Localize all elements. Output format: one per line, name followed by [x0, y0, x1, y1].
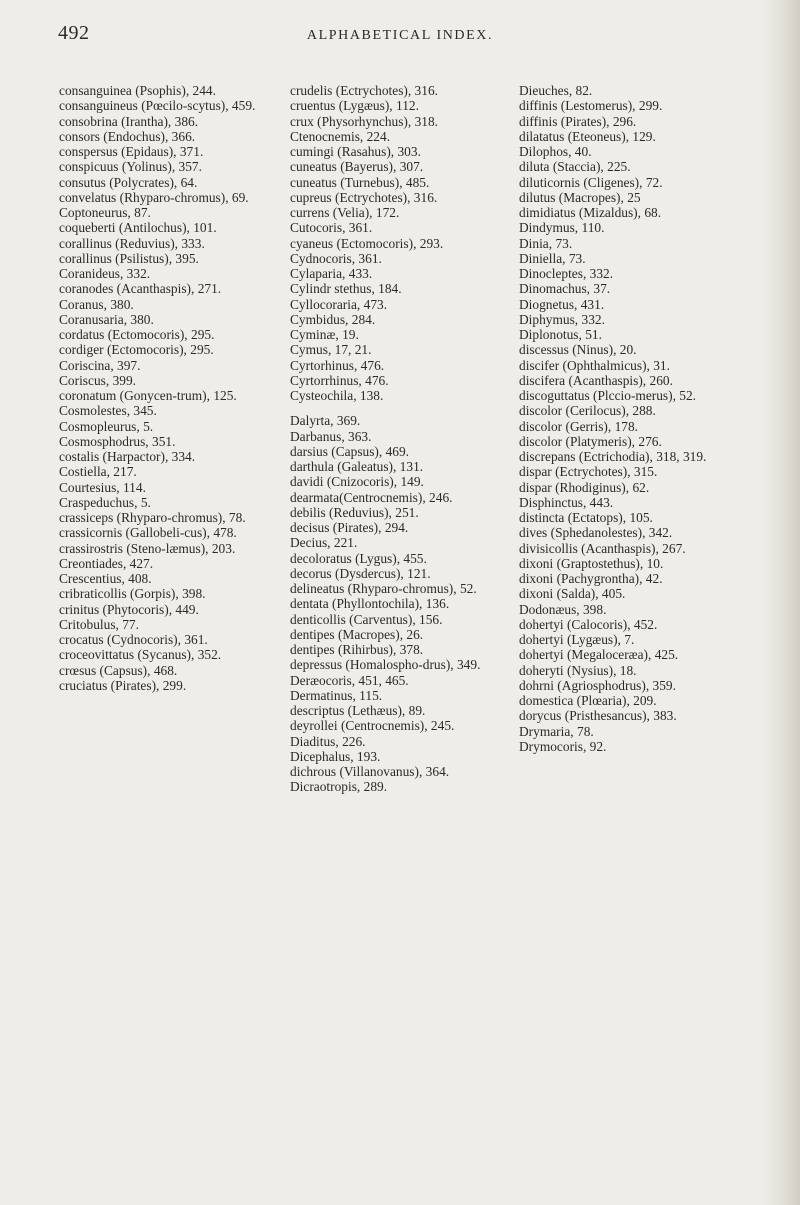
- index-entry: Coriscus, 399.: [59, 372, 136, 388]
- index-entry: Crescentius, 408.: [59, 571, 152, 586]
- index-entry: Drymaria, 78.: [519, 723, 594, 739]
- index-entry: coranodes (Acanthaspis), 271.: [59, 281, 222, 297]
- index-entry: dearmata(Centrocnemis), 246.: [290, 489, 453, 505]
- index-entry: cyaneus (Ectomocoris), 293.: [290, 235, 444, 251]
- index-entry: crassirostris (Steno-læmus), 203.: [59, 540, 236, 556]
- index-entry: discessus (Ninus), 20.: [519, 342, 637, 358]
- index-entry: Deræocoris, 451, 465.: [290, 672, 409, 688]
- page-header: [40, 22, 760, 52]
- index-entry: Dinocleptes, 332.: [519, 266, 614, 281]
- running-title: ALPHABETICAL INDEX.: [306, 28, 494, 43]
- index-entry: Courtesius, 114.: [59, 479, 146, 495]
- index-entry: Coriscina, 397.: [59, 357, 141, 373]
- index-column-1: [59, 83, 279, 693]
- index-entry: convelatus (Rhyparo-chromus), 69.: [59, 189, 249, 205]
- index-entry: corallinus (Psilistus), 395.: [59, 250, 199, 266]
- index-entry: discifer (Ophthalmicus), 31.: [519, 357, 670, 373]
- index-entry: crassicornis (Gallobeli-cus), 478.: [59, 525, 237, 541]
- letter-section-gap: [290, 403, 510, 413]
- index-entry: Coranus, 380.: [59, 296, 134, 312]
- index-entry: crudelis (Ectrychotes), 316.: [290, 83, 438, 98]
- index-entry: conspicuus (Yolinus), 357.: [59, 159, 202, 175]
- index-entry: dixoni (Graptostethus), 10.: [519, 555, 664, 571]
- index-entry: costalis (Harpactor), 334.: [59, 449, 196, 464]
- index-entry: dohertyi (Megaloceræa), 425.: [519, 647, 679, 663]
- index-entry: Coptoneurus, 87.: [59, 205, 151, 220]
- index-entry: Cydnocoris, 361.: [290, 250, 382, 266]
- index-entry: consutus (Polycrates), 64.: [59, 174, 198, 190]
- index-entry: Cosmolestes, 345.: [59, 403, 157, 419]
- index-entry: distincta (Ectatops), 105.: [519, 510, 653, 525]
- index-entry: cruciatus (Pirates), 299.: [59, 677, 187, 693]
- index-entry: diluta (Staccia), 225.: [519, 159, 631, 175]
- index-entry: descriptus (Lethæus), 89.: [290, 703, 426, 718]
- index-entry: Cymbidus, 284.: [290, 311, 376, 327]
- index-entry: cordatus (Ectomocoris), 295.: [59, 327, 215, 342]
- index-entry: diffinis (Lestomerus), 299.: [519, 98, 663, 114]
- index-entry: consobrina (Irantha), 386.: [59, 113, 199, 129]
- index-entry: dixoni (Salda), 405.: [519, 586, 626, 602]
- index-entry: darsius (Capsus), 469.: [290, 443, 410, 459]
- index-entry: dentipes (Rihirbus), 378.: [290, 642, 424, 657]
- index-entry: croceovittatus (Sycanus), 352.: [59, 647, 222, 663]
- index-entry: dixoni (Pachygrontha), 42.: [519, 571, 663, 586]
- index-entry: Ctenocnemis, 224.: [290, 128, 391, 144]
- index-entry: Diphymus, 332.: [519, 311, 605, 327]
- index-entry: decisus (Pirates), 294.: [290, 520, 409, 535]
- index-entry: discolor (Cerilocus), 288.: [519, 403, 656, 419]
- index-entry: cordiger (Ectomocoris), 295.: [59, 342, 214, 358]
- index-entry: dispar (Ectrychotes), 315.: [519, 464, 658, 480]
- index-entry: crinitus (Phytocoris), 449.: [59, 601, 199, 617]
- index-entry: Disphinctus, 443.: [519, 494, 614, 510]
- index-entry: cuneatus (Turnebus), 485.: [290, 174, 430, 190]
- index-entry: Darbanus, 363.: [290, 428, 372, 444]
- index-entry: Diplonotus, 51.: [519, 327, 602, 342]
- index-entry: coqueberti (Antilochus), 101.: [59, 220, 217, 236]
- index-entry: dentata (Phyllontochila), 136.: [290, 596, 450, 612]
- index-entry: dilatatus (Eteoneus), 129.: [519, 128, 656, 144]
- index-entry: Decius, 221.: [290, 535, 358, 551]
- index-columns: [59, 83, 749, 1183]
- index-entry: dohertyi (Lygæus), 7.: [519, 632, 635, 647]
- page-number: 492: [58, 22, 90, 44]
- index-entry: cribraticollis (Gorpis), 398.: [59, 586, 206, 602]
- index-entry: Dalyrta, 369.: [290, 413, 361, 429]
- index-entry: Diaditus, 226.: [290, 733, 366, 749]
- index-entry: Dinia, 73.: [519, 235, 573, 251]
- index-entry: dilutus (Macropes), 25: [519, 189, 641, 205]
- index-entry: crœsus (Capsus), 468.: [59, 662, 178, 678]
- index-entry: cuneatus (Bayerus), 307.: [290, 159, 424, 175]
- index-entry: Cyrtorhinus, 476.: [290, 357, 385, 373]
- index-entry: domestica (Plœaria), 209.: [519, 693, 657, 708]
- index-entry: Cyminæ, 19.: [290, 327, 359, 342]
- index-entry: corallinus (Reduvius), 333.: [59, 235, 205, 251]
- index-entry: doheryti (Nysius), 18.: [519, 662, 637, 678]
- index-entry: dichrous (Villanovanus), 364.: [290, 764, 450, 779]
- index-entry: dohertyi (Calocoris), 452.: [519, 616, 658, 632]
- index-entry: diluticornis (Cligenes), 72.: [519, 174, 663, 190]
- index-entry: divisicollis (Acanthaspis), 267.: [519, 540, 686, 556]
- index-entry: Dicephalus, 193.: [290, 748, 381, 764]
- index-entry: Diniella, 73.: [519, 250, 586, 266]
- index-entry: Dindymus, 110.: [519, 220, 605, 236]
- index-entry: deyrollei (Centrocnemis), 245.: [290, 718, 455, 734]
- index-entry: discrepans (Ectrichodia), 318, 319.: [519, 449, 707, 464]
- index-entry: currens (Velia), 172.: [290, 205, 400, 220]
- index-entry: dentipes (Macropes), 26.: [290, 626, 424, 642]
- index-entry: Dodonæus, 398.: [519, 601, 607, 617]
- index-entry: Cyrtorrhinus, 476.: [290, 372, 389, 388]
- index-entry: cumingi (Rasahus), 303.: [290, 144, 421, 159]
- index-entry: Coranideus, 332.: [59, 266, 151, 281]
- index-entry: Dilophos, 40.: [519, 144, 592, 159]
- index-entry: Dinomachus, 37.: [519, 281, 611, 297]
- index-entry: consanguineus (Pœcilo-scytus), 459.: [59, 98, 256, 114]
- index-entry: Cutocoris, 361.: [290, 220, 373, 236]
- index-entry: dimidiatus (Mizaldus), 68.: [519, 205, 662, 220]
- index-entry: Diognetus, 431.: [519, 296, 605, 312]
- index-entry: discifera (Acanthaspis), 260.: [519, 372, 673, 388]
- index-entry: diffinis (Pirates), 296.: [519, 113, 637, 129]
- index-entry: Cylindr stethus, 184.: [290, 281, 402, 297]
- index-entry: dohrni (Agriosphodrus), 359.: [519, 677, 676, 693]
- index-entry: Dieuches, 82.: [519, 83, 593, 98]
- index-entry: decoloratus (Lygus), 455.: [290, 550, 427, 566]
- index-entry: Craspeduchus, 5.: [59, 494, 151, 510]
- index-entry: Dermatinus, 115.: [290, 687, 383, 703]
- index-entry: cupreus (Ectrychotes), 316.: [290, 189, 438, 205]
- index-entry: Cymus, 17, 21.: [290, 342, 372, 358]
- index-entry: dorycus (Pristhesancus), 383.: [519, 708, 677, 724]
- index-entry: depressus (Homalospho-drus), 349.: [290, 657, 481, 673]
- index-entry: Critobulus, 77.: [59, 616, 139, 632]
- index-entry: Coranusaria, 380.: [59, 311, 154, 327]
- index-entry: discoguttatus (Plccio-merus), 52.: [519, 388, 697, 403]
- index-entry: Dicraotropis, 289.: [290, 779, 388, 795]
- index-entry: davidi (Cnizocoris), 149.: [290, 474, 424, 490]
- index-entry: Drymocoris, 92.: [519, 738, 607, 754]
- index-entry: Creontiades, 427.: [59, 555, 154, 571]
- index-entry: crassiceps (Rhyparo-chromus), 78.: [59, 510, 246, 525]
- index-entry: crux (Physorhynchus), 318.: [290, 113, 439, 129]
- index-entry: denticollis (Carventus), 156.: [290, 611, 443, 627]
- index-entry: Cyllocoraria, 473.: [290, 296, 388, 312]
- index-entry: discolor (Gerris), 178.: [519, 418, 638, 434]
- index-column-3: [519, 83, 739, 754]
- index-entry: consors (Endochus), 366.: [59, 128, 196, 144]
- index-entry: Costiella, 217.: [59, 464, 137, 480]
- index-entry: darthula (Galeatus), 131.: [290, 459, 424, 474]
- index-entry: Cylaparia, 433.: [290, 266, 373, 281]
- page-edge-shadow: [762, 0, 800, 1205]
- index-entry: coronatum (Gonycen-trum), 125.: [59, 388, 237, 403]
- index-entry: Cosmosphodrus, 351.: [59, 433, 176, 449]
- index-entry: Cysteochila, 138.: [290, 388, 384, 403]
- index-entry: debilis (Reduvius), 251.: [290, 504, 419, 520]
- index-entry: cruentus (Lygæus), 112.: [290, 98, 419, 114]
- index-entry: crocatus (Cydnocoris), 361.: [59, 632, 208, 647]
- index-column-2: [290, 83, 510, 795]
- index-entry: delineatus (Rhyparo-chromus), 52.: [290, 581, 477, 596]
- index-entry: discolor (Platymeris), 276.: [519, 433, 662, 449]
- index-entry: conspersus (Epidaus), 371.: [59, 144, 204, 159]
- index-entry: dives (Sphedanolestes), 342.: [519, 525, 673, 541]
- index-entry: consanguinea (Psophis), 244.: [59, 83, 216, 98]
- index-entry: Cosmopleurus, 5.: [59, 418, 154, 434]
- index-entry: decorus (Dysdercus), 121.: [290, 565, 431, 581]
- index-entry: dispar (Rhodiginus), 62.: [519, 479, 650, 495]
